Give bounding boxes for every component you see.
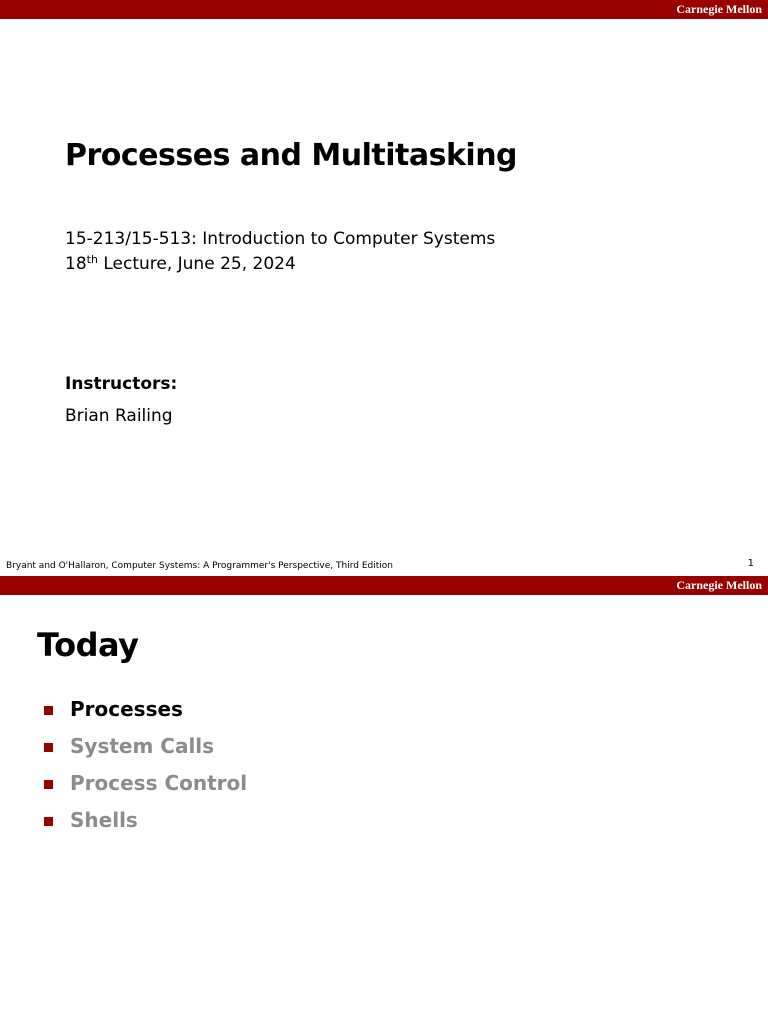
lecture-date: Lecture, June 25, 2024 — [97, 254, 296, 274]
brand-label: Carnegie Mellon — [676, 2, 762, 16]
agenda-item — [40, 694, 247, 731]
lecture-number: 18 — [65, 254, 87, 274]
lecture-suffix: th — [86, 253, 98, 266]
agenda-list — [40, 694, 247, 842]
agenda-item-label: Processes — [70, 697, 183, 721]
slide-title: Processes and Multitasking — [65, 138, 518, 173]
agenda-item-label: Process Control — [70, 771, 248, 795]
page-number: 1 — [747, 558, 754, 569]
header-banner — [0, 576, 768, 595]
header-banner — [0, 0, 768, 19]
slide-footer: Bryant and O'Hallaron, Computer Systems: A Programmer's Perspective, Third Edition — [6, 561, 393, 571]
agenda-item — [40, 805, 247, 842]
square-bullet-icon — [44, 706, 53, 715]
agenda-item-label: System Calls — [70, 734, 215, 758]
square-bullet-icon — [44, 743, 53, 752]
brand-label: Carnegie Mellon — [676, 578, 762, 592]
lecture-line — [65, 253, 296, 275]
agenda-item — [40, 731, 247, 768]
slide-2 — [0, 576, 768, 1024]
square-bullet-icon — [44, 780, 53, 789]
slide-title: Today — [37, 626, 139, 664]
square-bullet-icon — [44, 817, 53, 826]
agenda-item-label: Shells — [70, 808, 138, 832]
course-line: 15-213/15-513: Introduction to Computer Systems — [65, 229, 496, 249]
instructors-label: Instructors: — [65, 374, 178, 394]
agenda-item — [40, 768, 247, 805]
instructor-name: Brian Railing — [65, 406, 173, 426]
